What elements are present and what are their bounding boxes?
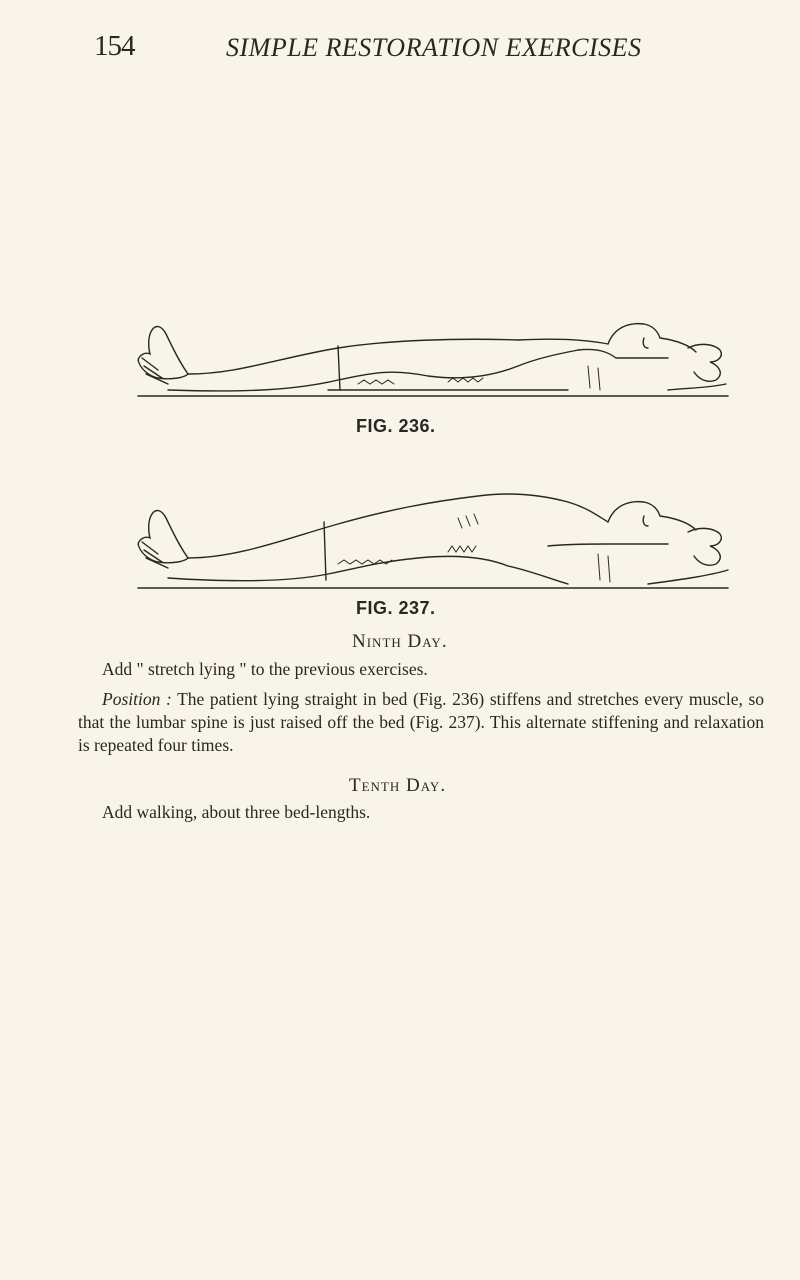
page-number: 154 xyxy=(94,30,135,62)
position-text: The patient lying straight in bed (Fig. 236) stiffens and stretches every muscle, so that the lumbar spine is just raised off the bed (Fig. 237). This alternate stiffening and relaxation is repeated four times. xyxy=(78,689,765,755)
running-title: SIMPLE RESTORATION EXERCISES xyxy=(226,33,642,62)
figure-237-illustration xyxy=(128,488,738,593)
figure-237-caption: FIG. 237. xyxy=(356,598,436,618)
ninth-day-position-paragraph xyxy=(78,688,764,757)
tenth-day-text: Add walking, about three bed-lengths. xyxy=(102,802,371,822)
ninth-day-intro: Add " stretch lying " to the previous exercises. xyxy=(102,659,428,679)
ninth-day-heading: Ninth Day. xyxy=(352,631,448,652)
tenth-day-heading: Tenth Day. xyxy=(349,775,447,796)
figure-236-caption: FIG. 236. xyxy=(356,416,436,436)
figure-236-illustration xyxy=(128,318,738,408)
position-label: Position : xyxy=(102,689,172,709)
